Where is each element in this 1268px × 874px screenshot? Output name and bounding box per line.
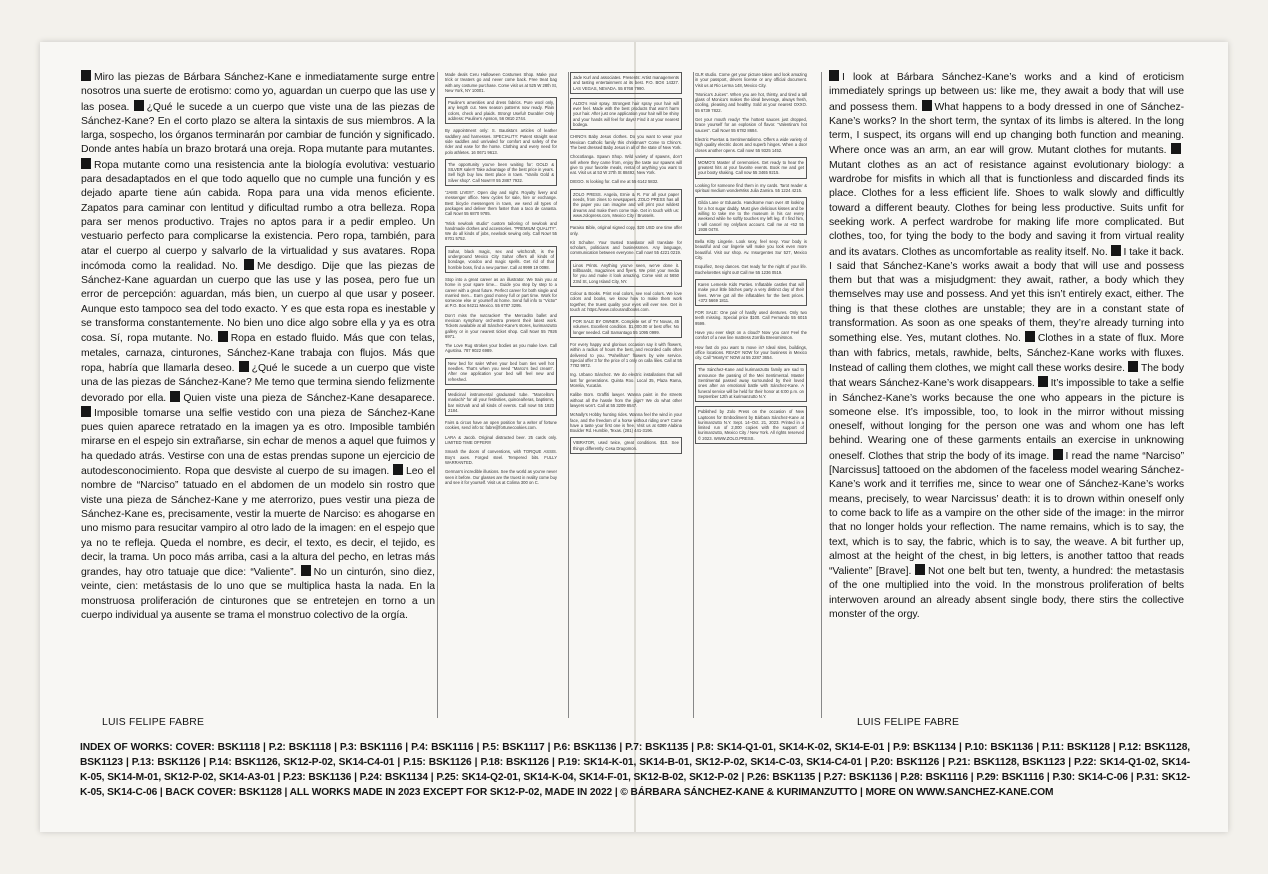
- classified-ad: The Sánchez-Kane and kurimanzutto family are sad to announce the passing of the Mei Sentimental. Master Sentimental passed away surrounded by their loved ones after an emotional battle with Sánchez-Kane. A funeral service will be held for their honor at 6:00 p.m. on September 12th at kurimanzutto N.Y.: [695, 364, 807, 402]
- classified-ad: Sahar, black magic, sex and witchcraft, is the underground Mexico City Sahar offers all kinds of bondage, voodoo and magic spells. Get rid of that horrible boss, find a new partner. Call at 9999 19 0098.: [445, 246, 557, 273]
- marker-square: [1171, 143, 1181, 154]
- classified-ad: Linos Prints. Anything you’ve seen, we’ve done it. Billboards, magazines and flyers. We print your media for you and make it look amazing. Come visit at 5650 23rd St, Long Island City, NY.: [570, 260, 682, 287]
- classified-ad: ZOLO PRESS. Angela, Ernie & R. For all your paper needs, from zines to newspapers. ZOLO PRESS has all the paper you can imagine and will print your wildest dreams and make them come true. Get in touch with us: www.zolopress.com, Mexico City / Brussels.: [570, 189, 682, 221]
- classified-ad: Ing. Urbano Sánchez. We do electric installations that will last for generations. Quinta Roo. Local 35, Plaza Rama, Morelia, Yucatán.: [570, 372, 682, 389]
- classified-ad: Bella Kitty Lingerie. Look sexy, feel sexy. Your body is beautiful and our lingerie will make you look even more beautiful. Visit our shop. Av. Insurgentes Sur 527, Mexico City.: [695, 239, 807, 261]
- index-of-works: INDEX OF WORKS: COVER: BSK1118 | P.2: BSK1118 | P.3: BSK1116 | P.4: BSK1116 | P.5: BSK1117 | P.6: BSK1136 | P.7: BSK1135 | P.8: SK14-Q1-01, SK14-K-02, SK14-E-01 | P.9: BSK1134 | P.10: BSK1136 | P.11: BSK1128 | P.12: BSK1128, BSK1123 | P.13: BSK1126 | P.14: BSK1126, SK12-P-02, SK14-C4-01 | P.15: BSK1126 | P.18: BSK1126 | P.19: SK14-K-01, SK14-B-01, SK12-P-02, SK14-C-03, SK14-C4-01 | P.20: BSK1126 | P.21: BSK1128, BSK1123 | P.22: SK14-Q1-02, SK14-K-05, SK14-M-01, SK12-P-02, SK14-A3-01 | P.23: BSK1136 | P.24: BSK1134 | P.25: SK14-Q2-01, SK14-K-04, SK14-F-01, SK12-B-02, SK12-P-02 | P.26: BSK1135 | P.27: BSK1136 | P.28: BSK1116 | P.29: BSK1116 | P.30: SK14-C-06 | P.31: SK12-K-05, SK14-C-06 | BACK COVER: BSK1128 | ALL WORKS MADE IN 2023 EXCEPT FOR SK12-P-02, MADE IN 2022 | © BÁRBARA SÁNCHEZ-KANE & KURIMANZUTTO | MORE ON WWW.SANCHEZ-KANE.COM: [80, 742, 1190, 798]
- classified-ad: Paraiso Bible, original signed copy. $20 USD one time offer only.: [570, 225, 682, 236]
- classified-ad: Get your mouth ready! The hottest sauces just dropped, brace yourself for an explosion of flavor. “Valentina’s hot sauces”. Call Now! 55 6782 8684.: [695, 117, 807, 133]
- classified-ad: GLR studio. Come get your picture taken and look amazing in your passport, drivers license or any official document. Visit us at Rio Lerma 148, Mexico City.: [695, 72, 807, 88]
- classified-ad: Electric Puertas & Sentimentalismo. Offers a wide variety of high quality electric doors and superb hinges. When a door closes another opens. Call now! 55 9325 1452.: [695, 136, 807, 153]
- classified-ad: McNally’s Hobby hunting rides. Wanna feel the wind in your face, and the freedom of a horse without riding one? Come have a taste your first one is free. Visit us at 6369 Alabina Boulder Rd. Humble, Texas. (281) 441-3196.: [570, 412, 682, 434]
- column-rule: [437, 72, 438, 718]
- marker-square: [922, 100, 932, 111]
- classified-ad: German’s incredible illusions. See the world as you’ve never seen it before. Our glasses are the truest in reality come buy and see it for yourself. Visit us at Colima 300 on C.: [445, 469, 557, 485]
- marker-square: [239, 361, 249, 372]
- column-rule: [568, 72, 569, 718]
- classified-ad: Published by Zolo Press on the occasion of New Laptoons for Embodiment by Bárbara Sánchez-Kane at kurimanzutto N.Y. Sept. 14–Oct. 21, 2023. Printed in a limited run of 2,000 copies with the support of kurimanzutto, Mexico City / New York. All rights reserved © 2023. WWW.ZOLO.PRESS.: [695, 406, 807, 444]
- classified-ad: “Mick newlook studio” custom tailoring of newlook and handmade clothes and accessories. “PREMIUM QUALITY”. We do all kinds of jobs, newlook sewing only. Call Now! 55 8701 5752.: [445, 220, 557, 242]
- classified-ad: VIBRATOR, used twice, great conditions. $10. See things differently. Cesa Dragomon.: [570, 437, 682, 454]
- classified-ad: CHINO’s Baby Jesus clothes. Do you want to wear your Mexican Catholic family this christmas? Come to Chino’s. The best dressed Baby Jesus in all of the state of New York.: [570, 134, 682, 150]
- classified-ad: Gilda Lane or Eduardo. Handsome man over 40 looking for a hot sugar daddy. Must give delicious kisses and be willing to take me to the museum in his car every weekend while he softly touches my left leg. If I find him, I will cancel my onlyfans account. Call me at +52 55 1938 0478.: [695, 197, 807, 235]
- classified-ad: FOR SALE BY OWNER. Complete set of TV Novas, 45 volumes. Excellent condition. $1,000.00 or best offer. No longer needed. Call Samantago 55 1095 0999.: [570, 316, 682, 338]
- marker-square: [1053, 449, 1063, 460]
- classified-ad: Don’t miss the nutcracker! The Mercadito ballet and mexican symphony orchestra present their latest work. Tickets available at all Sánchez-Kane’s stores, kurimanzutto gallery or in your nearest ticket shop. Call Now! 55 7926 6971.: [445, 312, 557, 339]
- marker-square: [244, 259, 254, 270]
- classified-ad: Made deals Ceru Halloween Costumes Shop. Make your trick or treaters go and never come back. Free treat bag with any costume purchase. Come visit us at 525 W 28th St, New York, NY 10001.: [445, 72, 557, 93]
- classified-ad: Medicinal instrumental graduated tube. “Marcelito’s mariachi” for all your festivities, quinceañeras, baptisms, bar mitzvah and all kinds of events. Call now! 55 1923 2184.: [445, 389, 557, 416]
- classified-ads: [445, 72, 815, 718]
- classified-ad: Smash the doors of conventions, with TORQUE ASSIS. Boy’s axes. Forged steel. Tempered bits. FULLY WARRANTED.: [445, 449, 557, 465]
- classified-ad: How fast do you want to move in? Ideal sites, buildings, office locations. READY NOW for your business in Mexico city. Call “Monty’s” NOW at 55 2287 3654.: [695, 344, 807, 361]
- marker-square: [1128, 361, 1138, 372]
- classified-ad: Fairs & circus have an open position for a writer of fortune cookies, send info to: fabre@fortunecookies.com.: [445, 420, 557, 431]
- classified-ad: Exquifiez, Sexy dances. Get ready for the night of your life. Bachelorettes night out! Call me 55 1236 0519.: [695, 264, 807, 275]
- classified-ad: Stop into a great career as an illustrator. We train you at home in your spare time... Guide you step by step to a career with a great future. Perfect career for both single and married men... Earn good money full or part time. Work for someone else or yourself at home. Send full info to “Victor” at P.O. Box 94211 Mexico. 55 6787 3295.: [445, 276, 557, 309]
- classified-ad: Looking for someone find them in my cards. Tarot reader & spiritual medium wonderMiss Julia Zamira. 55 1224 4215.: [695, 182, 807, 194]
- classified-ad: FOR SALE: One pair of hardly used dentures. Only two teeth missing. Special price $100. Call Fernando 55 6015 9599.: [695, 310, 807, 326]
- classified-ad: LARA & Jacob. Original distracted beer. 25 cards only. LIMITED TIME OFFER!!!: [445, 434, 557, 446]
- classified-ad: Kit Schulter. Your trusted translator will translate for scholars, politicians and businessmen. Any language, communication between everyone. Call now! 55 4221 0219.: [570, 239, 682, 256]
- classified-ad: Chocotlanga. Spawn Shop. Wild variety of spawns, don’t sell where they came from, enjoy the taste our spawns will give to your favorite meals, rental of anything you want to eat. Visit us at 53 W 27th St 88492, New York.: [570, 154, 682, 176]
- marker-square: [915, 564, 925, 575]
- marker-square: [393, 464, 403, 475]
- classified-ad: New bed for sale! When your bed bum ties well hot needles. That’s when you need “Marco’s bed cream”. After one application your bed will feel new and refreshed.: [445, 358, 557, 385]
- classified-ad: DIEGO. Is looking for. Call me at 55 6142 5832.: [570, 179, 659, 185]
- english-essay: [829, 70, 1184, 622]
- column-rule: [821, 72, 822, 718]
- marker-square: [134, 100, 144, 111]
- english-author: LUIS FELIPE FABRE: [857, 717, 960, 728]
- marker-square: [81, 158, 91, 169]
- classified-ad: Kalibe Born. Graffiti lawyer. Wanna paint in the streets without all the hassle from the pigs? We do what other lawyers won’t. Call at 55 3209 6547.: [570, 392, 682, 408]
- classified-ad: Jade Kurl and associates. Presents: Artist managements and tasting entertainment at its best. P.O. BOX 14327. LAS VEGAS, NEVADA. 55 8768 7990.: [570, 72, 682, 94]
- classified-column-1: [445, 72, 557, 718]
- classified-ad: “JAMS LIVE!!!”. Open day and night. Royalty livery and messenger office. New cycles for sale, hire or exchange. Best bicycle messengers in town, we send all types of packages and deliver them faster than a taco de canasta. Call Now! 55 6870 9785.: [445, 190, 557, 217]
- classified-ad: Have you ever slept on a cloud? Now you can! Feel the comfort of a new line mattress Zorrilla Breeomirsnon.: [695, 329, 807, 341]
- marker-square: [1111, 245, 1121, 256]
- classified-column-3: [695, 72, 807, 718]
- marker-square: [301, 565, 311, 576]
- classified-column-2: [570, 72, 682, 718]
- classified-ad: ALDO’s Hair spray. Strongest hair spray your hair will ever feel. Made with the best products that won’t harm your hair. After just one application your hair will be shiny and your hands will feel for days! Find it at your nearest bodega.: [570, 98, 682, 130]
- marker-square: [170, 391, 180, 402]
- marker-square: [829, 70, 839, 81]
- open-booklet-spread: [40, 42, 1228, 832]
- english-essay-text: I look at Bárbara Sánchez-Kane’s works and a kind of eroticism immediately springs up between us: like me, they await a body that will use and possess them. What happens to a body dressed in one of Sánchez-Kane’s works? In the short term, the syntax of its limbs is altered. In the long term, I suspect, its organs will end up changing both function and meaning. Where once was an arm, an ear will grow. Mutant clothes for mutants. Mutant clothes as an act of resistance against evolutionary biology: a wardrobe for misfits in which all that is functionless and discarded finds its place. Clothes for a less efficient life. Shoes to walk slowly and difficultly toward a different beauty. Clothes for being less productive. Suits unfit for seeking work. A perfect wardrobe for making life more complicated. But clothes, too, for tying the body to the body and saving it from virtual reality and its avatars. Clothes as uncomfortable as reality itself. No. I take it back. I said that Sánchez-Kane’s works await a body that will use and possess them but that was a misjudgment: they await, rather, a body which they themselves may use and possess. And yet this isn’t entirely exact, either. The thing is that these clothes are unstable; they are in a constant state of transformation. As soon as one speaks of them, they’re already turning into something else. Yes, mutant clothes. No. Clothes in a state of flux. More than with fabrics, metals, rawhide, belts, Sánchez-Kane works with fluxes. Instead of calling them clothes, we might call these works desire. The body that wears Sánchez-Kane’s work disappears. It’s impossible to take a selfie in Sánchez-Kane’s works because the one who appears in the picture is someone else. It’s impossible, too, to look in the mirror without missing oneself, without longing for the person one was and whom one has left behind. Wearing one of these garments entails an exercise in unknowing oneself. Clothes that strip the body of its image. I read the name “Narciso” [Narcissus] tattooed on the abdomen of the faceless model wearing Sánchez-Kane’s work and it terrifies me, since to wear one of Sánchez-Kane’s works means, precisely, to wear Narcissus’ death: it is to drown within oneself only to come back to life as a vampire on the other side of the image: in the mirror that no longer holds your reflection. The name remains, which is to say, the text, which is to say, the fabric, which is to say, the weave. A bit further up, almost at the height of the chest, in big letters, is another tattoo that reads “Valiente” [Brave]. Not one belt but ten, twenty, a hundred: the metastasis of the one multiplied into the void. In the monstrous proliferation of belts interwoven around an already absent single body, there stirs the collective monster of the orgy.: [829, 72, 1185, 620]
- classified-ad: The Love Rug strokes your bodies as you make love. Call Agustina. 787 9022 6989.: [445, 343, 557, 354]
- spanish-essay-text: Miro las piezas de Bárbara Sánchez-Kane e inmediatamente surge entre nosotros una suerte de erotismo: como yo, aguardan un cuerpo que las use y las posea. ¿Qué le sucede a un cuerpo que viste una de las piezas de Sánchez-Kane? En el corto plazo se altera la sintaxis de sus miembros. A la larga, sospecho, los órganos terminarán por cambiar de función y significado. Donde antes había un brazo brotará una oreja. Ropa mutante para mutantes. Ropa mutante como una resistencia ante la biología evolutiva: vestuario para desadaptados en el que todo aquello que no cumple una función y es dejado aparte tiene aún cabida. Ropa para una vida menos eficiente. Zapatos para caminar con lentitud y dificultad rumbo a otra belleza. Ropa para ser menos productivo. Trajes no aptos para ir a pedir empleo. Un vestuario perfecto para complicarse la existencia. Pero ropa, también, para atar el cuerpo al cuerpo y salvarlo de la virtualidad y sus avatares. Ropa incómoda como la realidad. No. Me desdigo. Dije que las piezas de Sánchez-Kane aguardan un cuerpo que las use y las posea, pero fue un error de percepción: aguardan, más bien, un cuerpo al que usar y poseer. Aunque esto tampoco sea del todo exacto. Y es que esta ropa es inestable y se transforma constantemente. No bien uno dice algo sobre ella y ya es otra cosa. Sí, ropa mutante. No. Ropa en estado fluido. Más que con telas, metales, carnaza, cinturones, Sánchez-Kane trabaja con flujos. Más que ropa, habría que llamarla deseo. ¿Qué le sucede a un cuerpo que viste una de las piezas de Sánchez-Kane? Me temo que termina siendo felizmente devorado por ella. Quien viste una pieza de Sánchez-Kane desaparece. Imposible tomarse una selfie vestido con una pieza de Sánchez-Kane pues quien aparece retratado en la imagen ya es otro. Imposible también mirarse en el espejo sin extrañarse, sin echar de menos a aquel que fuimos y ha quedado atrás. Vestirse con una de estas prendas supone un ejercicio de autodesconocimiento. Ropa que desviste al cuerpo de su imagen. Leo el nombre de “Narciso” tatuado en el abdomen de un modelo sin rostro que viste una pieza de Sánchez-Kane y me aterrorizo, pues vestir una pieza de Sánchez-Kane es, precisamente, vestir la muerte de Narciso: es ahogarse en uno mismo para resucitar vampiro al otro lado de la imagen: en el espejo que ya no te refleja. Queda el nombre, es decir, el texto, es decir, el tejido, es decir, la trama. Un poco más arriba, casi a la altura del pecho, en letras más grandes, hay otro tatuaje que dice: “Valiente”. No un cinturón, sino diez, veinte, cien: metástasis de lo uno que se multiplica hasta la nada. En la monstruosa proliferación de cinturones que se entretejen en torno a un cuerpo individual ya ausente se trama el monstruo colectivo de la orgía.: [81, 72, 436, 621]
- classified-ad: “Monica’s Juices”. When you are hot, thirsty, and tired a tall glass of Monica’s makes the ideal beverage, always fresh, cooling, pleasing and healthy. Sold at your nearest OXXO. 55 6739 7822.: [695, 91, 807, 113]
- column-rule: [693, 72, 694, 718]
- spanish-essay: [81, 70, 435, 623]
- marker-square: [218, 331, 228, 342]
- classified-ad: The opportunity you’ve been waiting for: GOLD & SILVER sale!!! Take advantage of the best price in years. Sell high buy low. Best place in town. “Vanilo Gold & Silver shop”. Call Now!!!!! 55 2887 7932.: [445, 159, 557, 186]
- classified-ad: Pauline’s amenities and dress fabrics. Pure wool only, any length cut. New season patterns now ready. Plain colors, check and plaids. Strong! Useful! Durable! Only address: Pauline’s Apsson, 56 0810 2744.: [445, 97, 557, 124]
- marker-square: [1025, 331, 1035, 342]
- spanish-author: LUIS FELIPE FABRE: [102, 717, 205, 728]
- marker-square: [81, 70, 91, 81]
- classified-ad: For every happy and glorious occasion say it with flowers, within a radius of hours the best, and recorded calls often delivered to you. “Pahelihan” flowers by wire service. Special offer 3 for the price of 1 only on calla lilies. Call at 55 7782 9972.: [570, 341, 682, 369]
- classified-ad: MOMO’S Master of ceremonies. Get ready to hear the greatest hits at your favorite events. Book me and get your booty shaking. Call now 55 3465 9215.: [695, 157, 807, 179]
- classified-ad: Karen Lemesle Kids Parties. Inflatable castles that will make your little bitches party a very distinct day of their lives. We’ve got all the inflatables for the best prices. +372 5669 1811.: [695, 279, 807, 306]
- marker-square: [81, 406, 91, 417]
- marker-square: [1038, 376, 1048, 387]
- classified-ad: Colour & Books. Print real colors, see real colors. We love colors and books, we know how to make them work together, the truest quality your eyes will ever see. Get in touch at: https://www.colourandbooks.com.: [570, 290, 682, 312]
- classified-ad: By appointment only: S. Bautista’s articles of leather saddlery and harnesses. SPECIALITY: Patent straight seat side saddles and unrivaled for comfort and safety of the rider and ease for the horse. Clothing and every need for polo athletes. 16 0671 9613.: [445, 128, 557, 155]
